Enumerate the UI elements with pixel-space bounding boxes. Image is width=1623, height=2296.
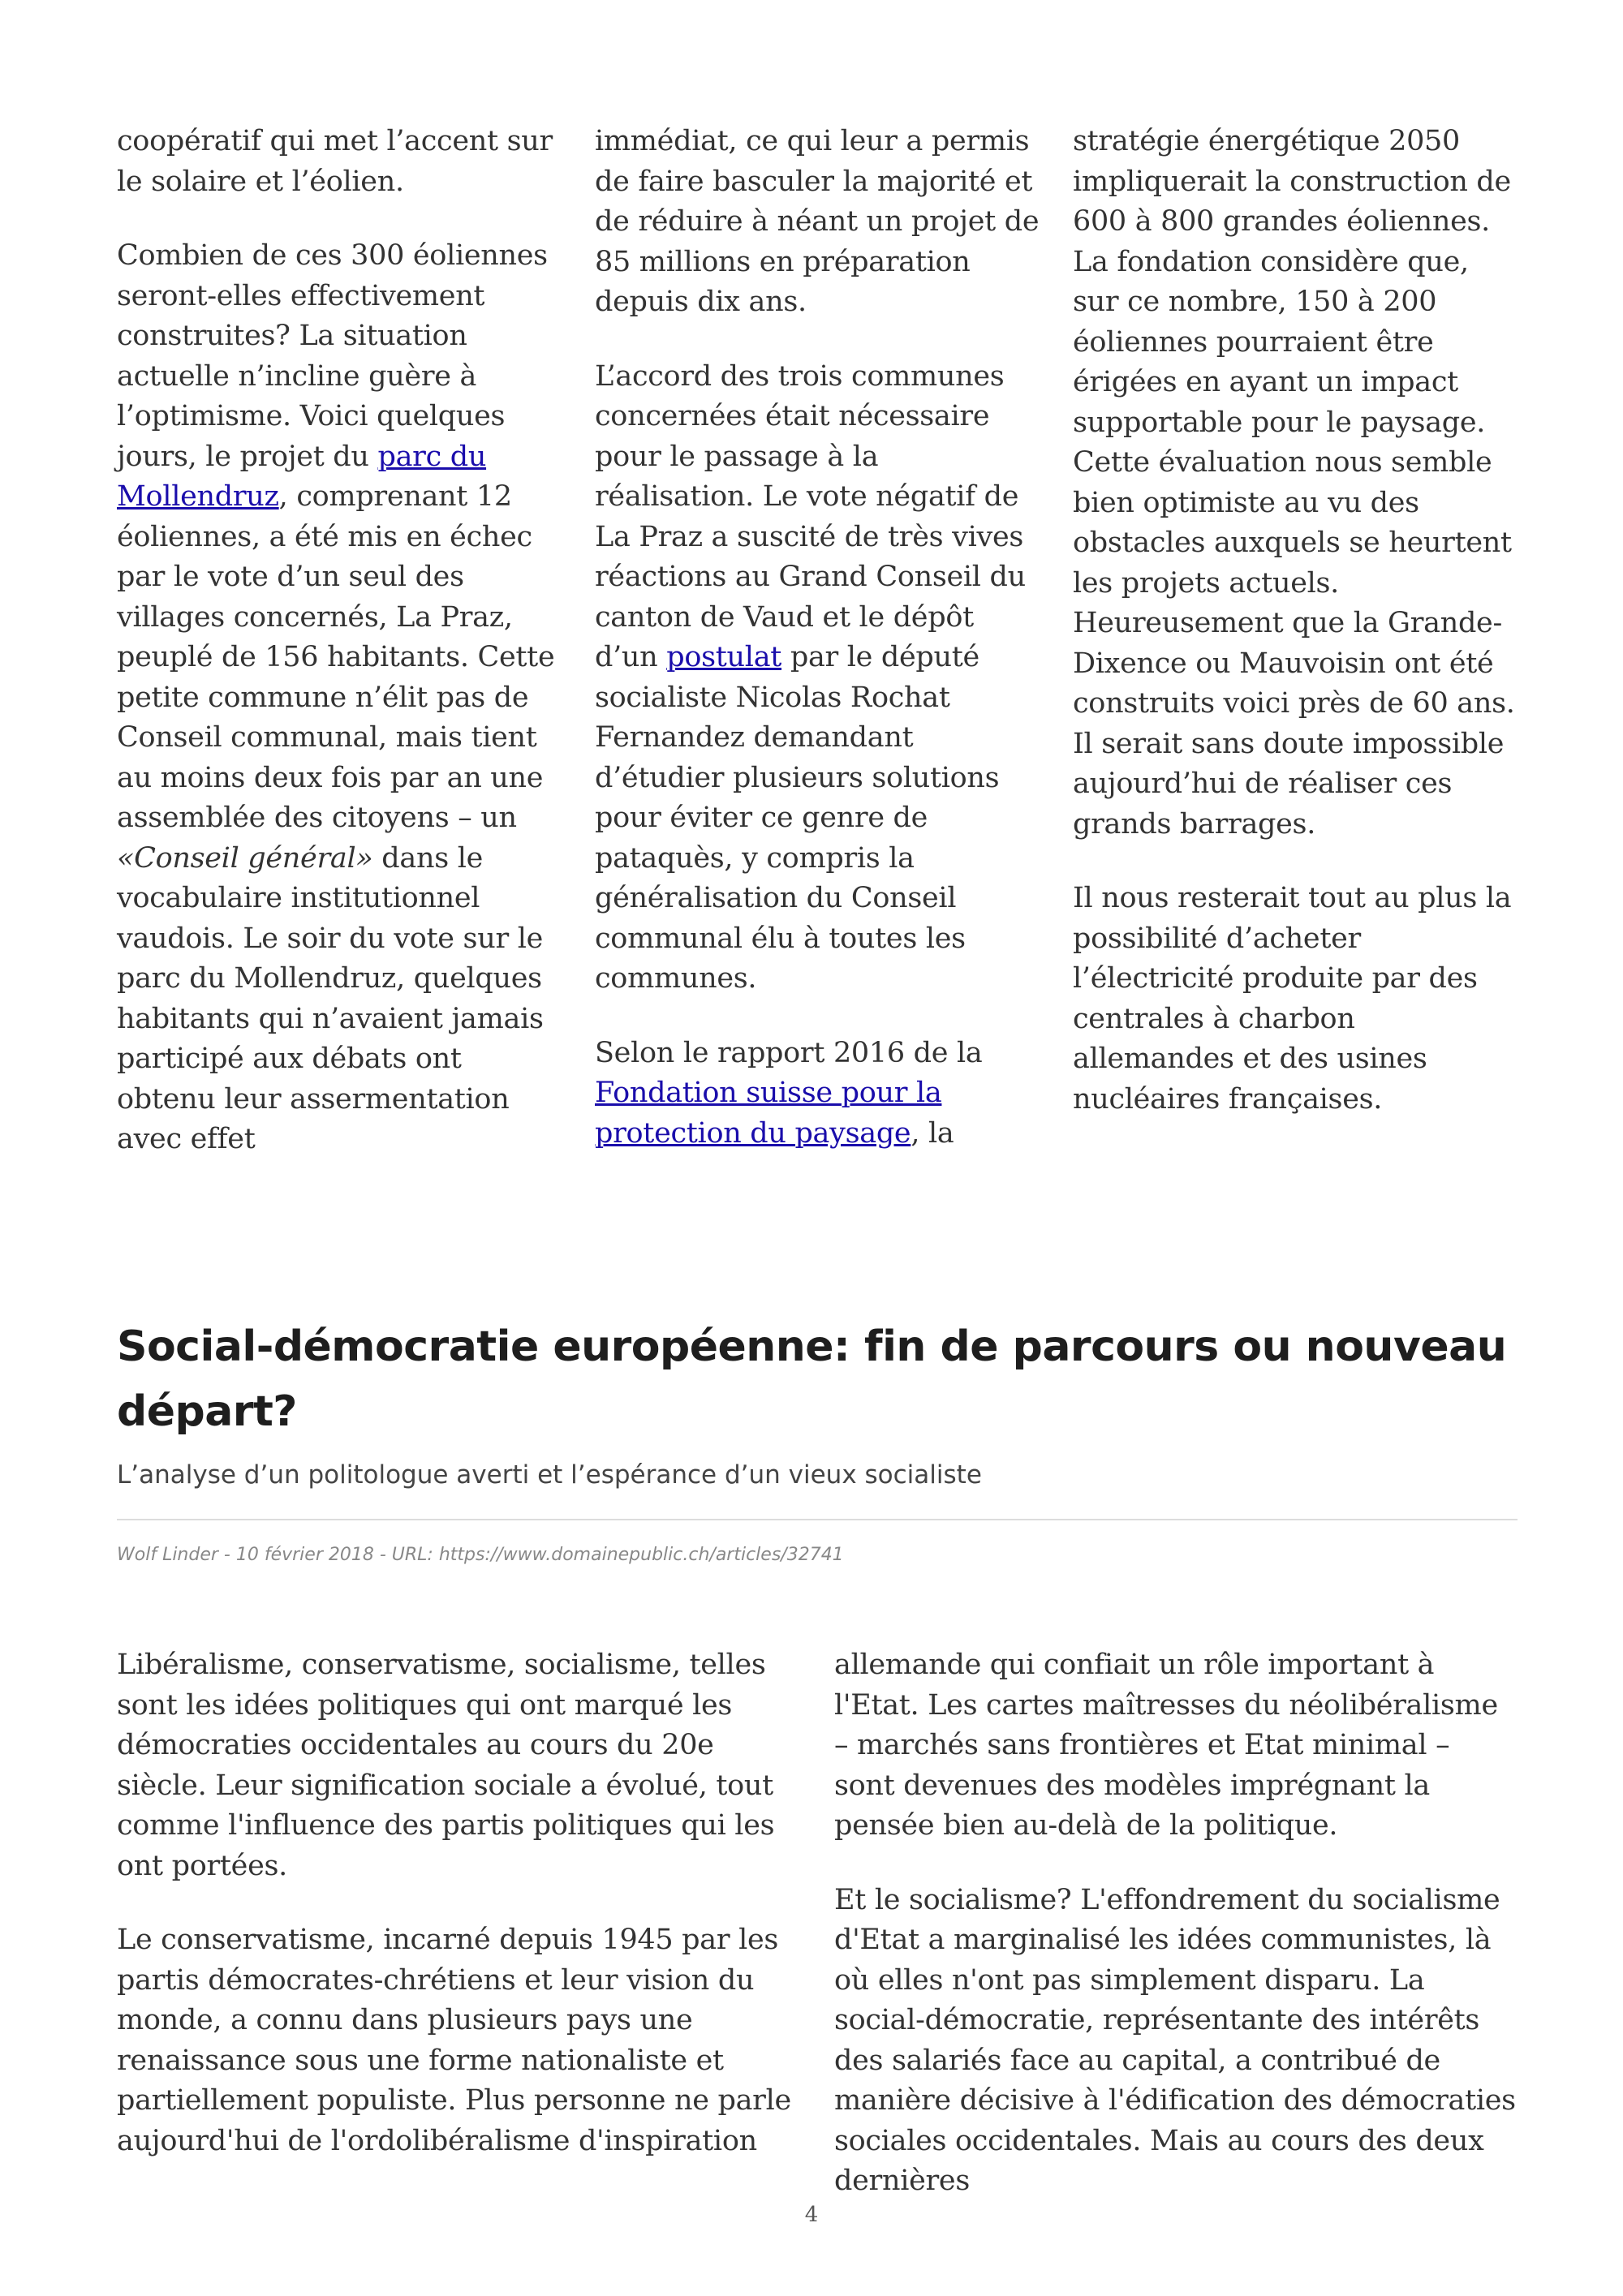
article-subtitle: L’analyse d’un politologue averti et l’espérance d’un vieux socialiste — [117, 1460, 982, 1490]
paragraph: immédiat, ce qui leur a permis de faire basculer la majorité et de réduire à néant un projet de 85 millions en préparation depuis dix ans. — [595, 125, 1040, 318]
article2-column-1 — [117, 1645, 800, 2202]
paragraph: Il nous resterait tout au plus la possibilité d’acheter l’électricité produite par des centrales à charbon allemandes et des usines nucléaires françaises. — [1073, 882, 1512, 1116]
paragraph: Combien de ces 300 éoliennes seront-elles effectivement construites? La situation actuelle n’incline guère à l’optimisme. Voici quelques jours, le projet du parc du Mollendruz, comprenant 12 éoliennes, a été mis en échec par le vote d’un seul des villages concernés, La Praz, peuplé de 156 habitants. Cette petite commune n’élit pas de Conseil communal, mais tient au moins deux fois par an une assemblée des citoyens – un «Conseil général» dans le vocabulaire institutionnel vaudois. Le soir du vote sur le parc du Mollendruz, quelques habitants qui n’avaient jamais participé aux débats ont obtenu leur assermentation avec effet — [117, 239, 555, 1155]
paragraph: allemande qui confiait un rôle important à l'Etat. Les cartes maîtresses du néolibéralisme – marchés sans frontières et Etat minimal – sont devenues des modèles imprégnant la pensée bien au-delà de la politique. — [834, 1649, 1498, 1842]
article2-columns — [117, 1645, 1518, 2202]
italic-term: «Conseil général» — [117, 841, 373, 875]
paragraph: Libéralisme, conservatisme, socialisme, telles sont les idées politiques qui ont marqué les démocraties occidentales au cours du 20e siècle. Leur signification sociale a évolué, tout comme l'influence des partis politiques qui les ont portées. — [117, 1649, 775, 1882]
page-number: 4 — [804, 2203, 819, 2227]
paragraph: stratégie énergétique 2050 impliquerait la construction de 600 à 800 grandes éoliennes. La fondation considère que, sur ce nombre, 150 à 200 éoliennes pourraient être érigées en ayant un impact supportable pour le paysage. Cette évaluation nous semble bien optimiste au vu des obstacles auxquels se heurtent les projets actuels. Heureusement que la Grande-Dixence ou Mauvoisin ont été construits voici près de 60 ans. Il serait sans doute impossible aujourd’hui de réaliser ces grands barrages. — [1073, 125, 1515, 841]
article1-column-2 — [595, 122, 1040, 1160]
paragraph: Selon le rapport 2016 de la Fondation suisse pour la protection du paysage, la — [595, 1036, 983, 1150]
article2-header — [117, 1314, 1518, 1565]
paragraph: Et le socialisme? L'effondrement du socialisme d'Etat a marginalisé les idées communistes, là où elles n'ont pas simplement disparu. La social-démocratie, représentante des intérêts des salariés face au capital, a contribué de manière décisive à l'édification des démocraties sociales occidentales. Mais au cours des deux dernières — [834, 1883, 1516, 2197]
article1-columns — [117, 122, 1518, 1160]
link-postulat[interactable]: postulat — [666, 641, 782, 673]
paragraph: Le conservatisme, incarné depuis 1945 par les partis démocrates-chrétiens et leur vision du monde, a connu dans plusieurs pays une renaissance sous une forme nationaliste et partiellement populiste. Plus personne ne parle aujourd'hui de l'ordolibéralisme d'inspiration — [117, 1924, 791, 2157]
link-fondation-paysage[interactable]: Fondation suisse pour la protection du paysage — [595, 1077, 942, 1150]
article-meta: Wolf Linder - 10 février 2018 - URL: https://www.domainepublic.ch/articles/32741 — [117, 1545, 844, 1565]
paragraph: coopératif qui met l’accent sur le solaire et l’éolien. — [117, 125, 553, 198]
article1-column-3 — [1073, 122, 1518, 1160]
paragraph: L’accord des trois communes concernées était nécessaire pour le passage à la réalisation. Le vote négatif de La Praz a suscité de très vives réactions au Grand Conseil du canton de Vaud et le dépôt d’un postulat par le député socialiste Nicolas Rochat Fernandez demandant d’étudier plusieurs solutions pour éviter ce genre de pataquès, y compris la généralisation du Conseil communal élu à toutes les communes. — [595, 359, 1026, 995]
article2-column-2 — [834, 1645, 1518, 2202]
article1-column-1 — [117, 122, 562, 1160]
link-parc-du-mollendruz[interactable]: parc du Mollendruz — [117, 440, 487, 513]
divider — [117, 1519, 1518, 1520]
article-title: Social-démocratie européenne: fin de parcours ou nouveau départ? — [117, 1322, 1507, 1436]
